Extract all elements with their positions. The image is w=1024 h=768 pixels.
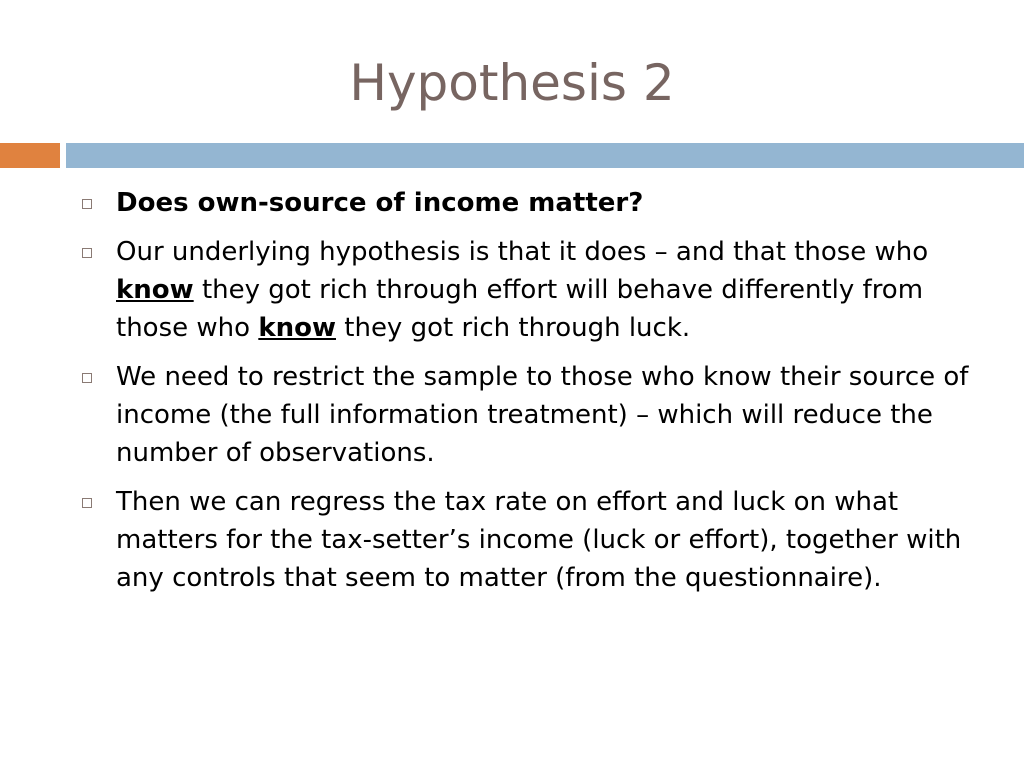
bullet-item-4 <box>80 483 980 597</box>
bullet-text-2-part-3: they got rich through luck. <box>336 313 691 343</box>
slide-title: Hypothesis 2 <box>349 54 675 112</box>
square-bullet-icon <box>82 498 92 508</box>
emphasis-know-1: know <box>116 275 194 305</box>
bullet-text-2-part-1: Our underlying hypothesis is that it does – and that those who <box>116 237 929 267</box>
bullet-text-4: Then we can regress the tax rate on effort and luck on what matters for the tax-setter’s income (luck or effort), together with any controls that seem to matter (from the questionnaire). <box>116 487 962 593</box>
header-accent-blue-bar <box>66 143 1024 168</box>
bullet-item-1 <box>80 184 980 222</box>
bullet-item-2 <box>80 233 980 347</box>
bullet-text-3: We need to restrict the sample to those who know their source of income (the full information treatment) – which will reduce the number of observations. <box>116 362 969 468</box>
square-bullet-icon <box>82 199 92 209</box>
bullet-item-3 <box>80 358 980 472</box>
emphasis-know-2: know <box>258 313 336 343</box>
square-bullet-icon <box>82 373 92 383</box>
bullet-list <box>80 184 980 608</box>
bullet-text-1: Does own-source of income matter? <box>116 188 644 218</box>
square-bullet-icon <box>82 248 92 258</box>
bullet-text-2-part-2: they got rich through effort will behave differently from those who <box>116 275 924 343</box>
header-accent-orange-bar <box>0 143 60 168</box>
